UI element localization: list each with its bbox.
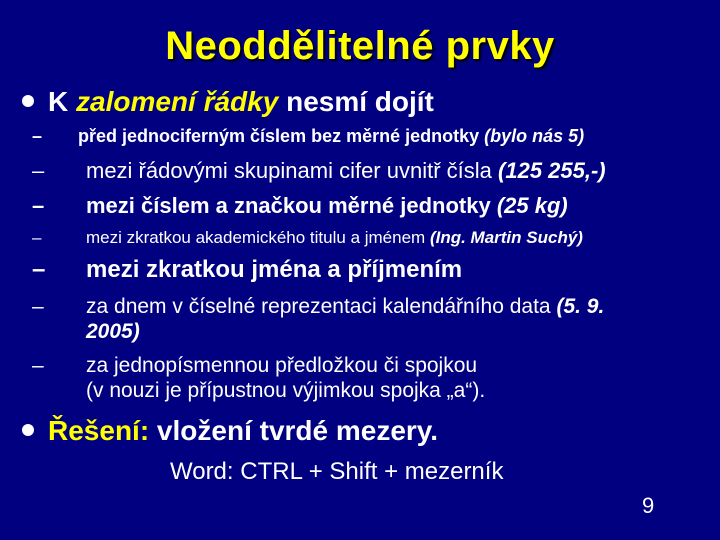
- item-text: před jednociferným číslem bez měrné jednotky: [78, 126, 485, 146]
- item-text: mezi zkratkou jména a příjmením: [86, 256, 463, 283]
- slide-title: Neoddělitelné prvky: [165, 24, 555, 68]
- dash: –: [32, 295, 44, 318]
- list-item: [32, 228, 583, 248]
- dash: –: [32, 228, 42, 247]
- bullet1-highlight: zalomení řádky: [76, 86, 279, 117]
- shortcut-text: Word: CTRL + Shift + mezerník: [170, 458, 504, 485]
- item-text: za jednopísmennou předložkou či spojkou: [86, 354, 478, 377]
- list-item: [32, 126, 584, 147]
- item-text: mezi číslem a značkou měrné jednotky: [86, 193, 497, 218]
- item-example: (125 255,-): [498, 158, 606, 183]
- dash: –: [32, 158, 45, 183]
- bullet-reseni: [22, 415, 438, 447]
- item-example-cont: 2005): [86, 320, 140, 343]
- item-example: (Ing. Martin Suchý): [429, 228, 583, 247]
- list-item: [32, 256, 462, 284]
- item-text-cont: (v nouzi je přípustnou výjimkou spojka „a“).: [86, 379, 486, 402]
- item-example: (25 kg): [496, 193, 568, 218]
- bullet-dot-icon: [22, 95, 34, 107]
- dash: –: [32, 193, 45, 218]
- dash: –: [32, 126, 43, 146]
- item-example: (bylo nás 5): [484, 126, 585, 146]
- item-text: za dnem v číselné reprezentaci kalendářního data: [86, 295, 557, 318]
- item-text: mezi řádovými skupinami cifer uvnitř čísla: [86, 158, 499, 183]
- list-item: [32, 193, 568, 219]
- bullet1-post: nesmí dojít: [278, 86, 434, 117]
- bullet-dot-icon: [22, 424, 34, 436]
- list-item: [32, 294, 604, 344]
- bullet2-highlight: Řešení:: [48, 415, 150, 446]
- list-item: [32, 158, 606, 184]
- dash: –: [32, 354, 44, 377]
- list-item: [32, 353, 485, 403]
- bullet1-pre: K: [48, 86, 76, 117]
- dash: –: [32, 256, 46, 283]
- bullet2-post: vložení tvrdé mezery.: [149, 415, 439, 446]
- page-number: 9: [642, 493, 655, 518]
- bullet-zalomeni: [22, 86, 434, 118]
- item-example: (5. 9.: [556, 295, 605, 318]
- item-text: mezi zkratkou akademického titulu a jménem: [86, 228, 430, 247]
